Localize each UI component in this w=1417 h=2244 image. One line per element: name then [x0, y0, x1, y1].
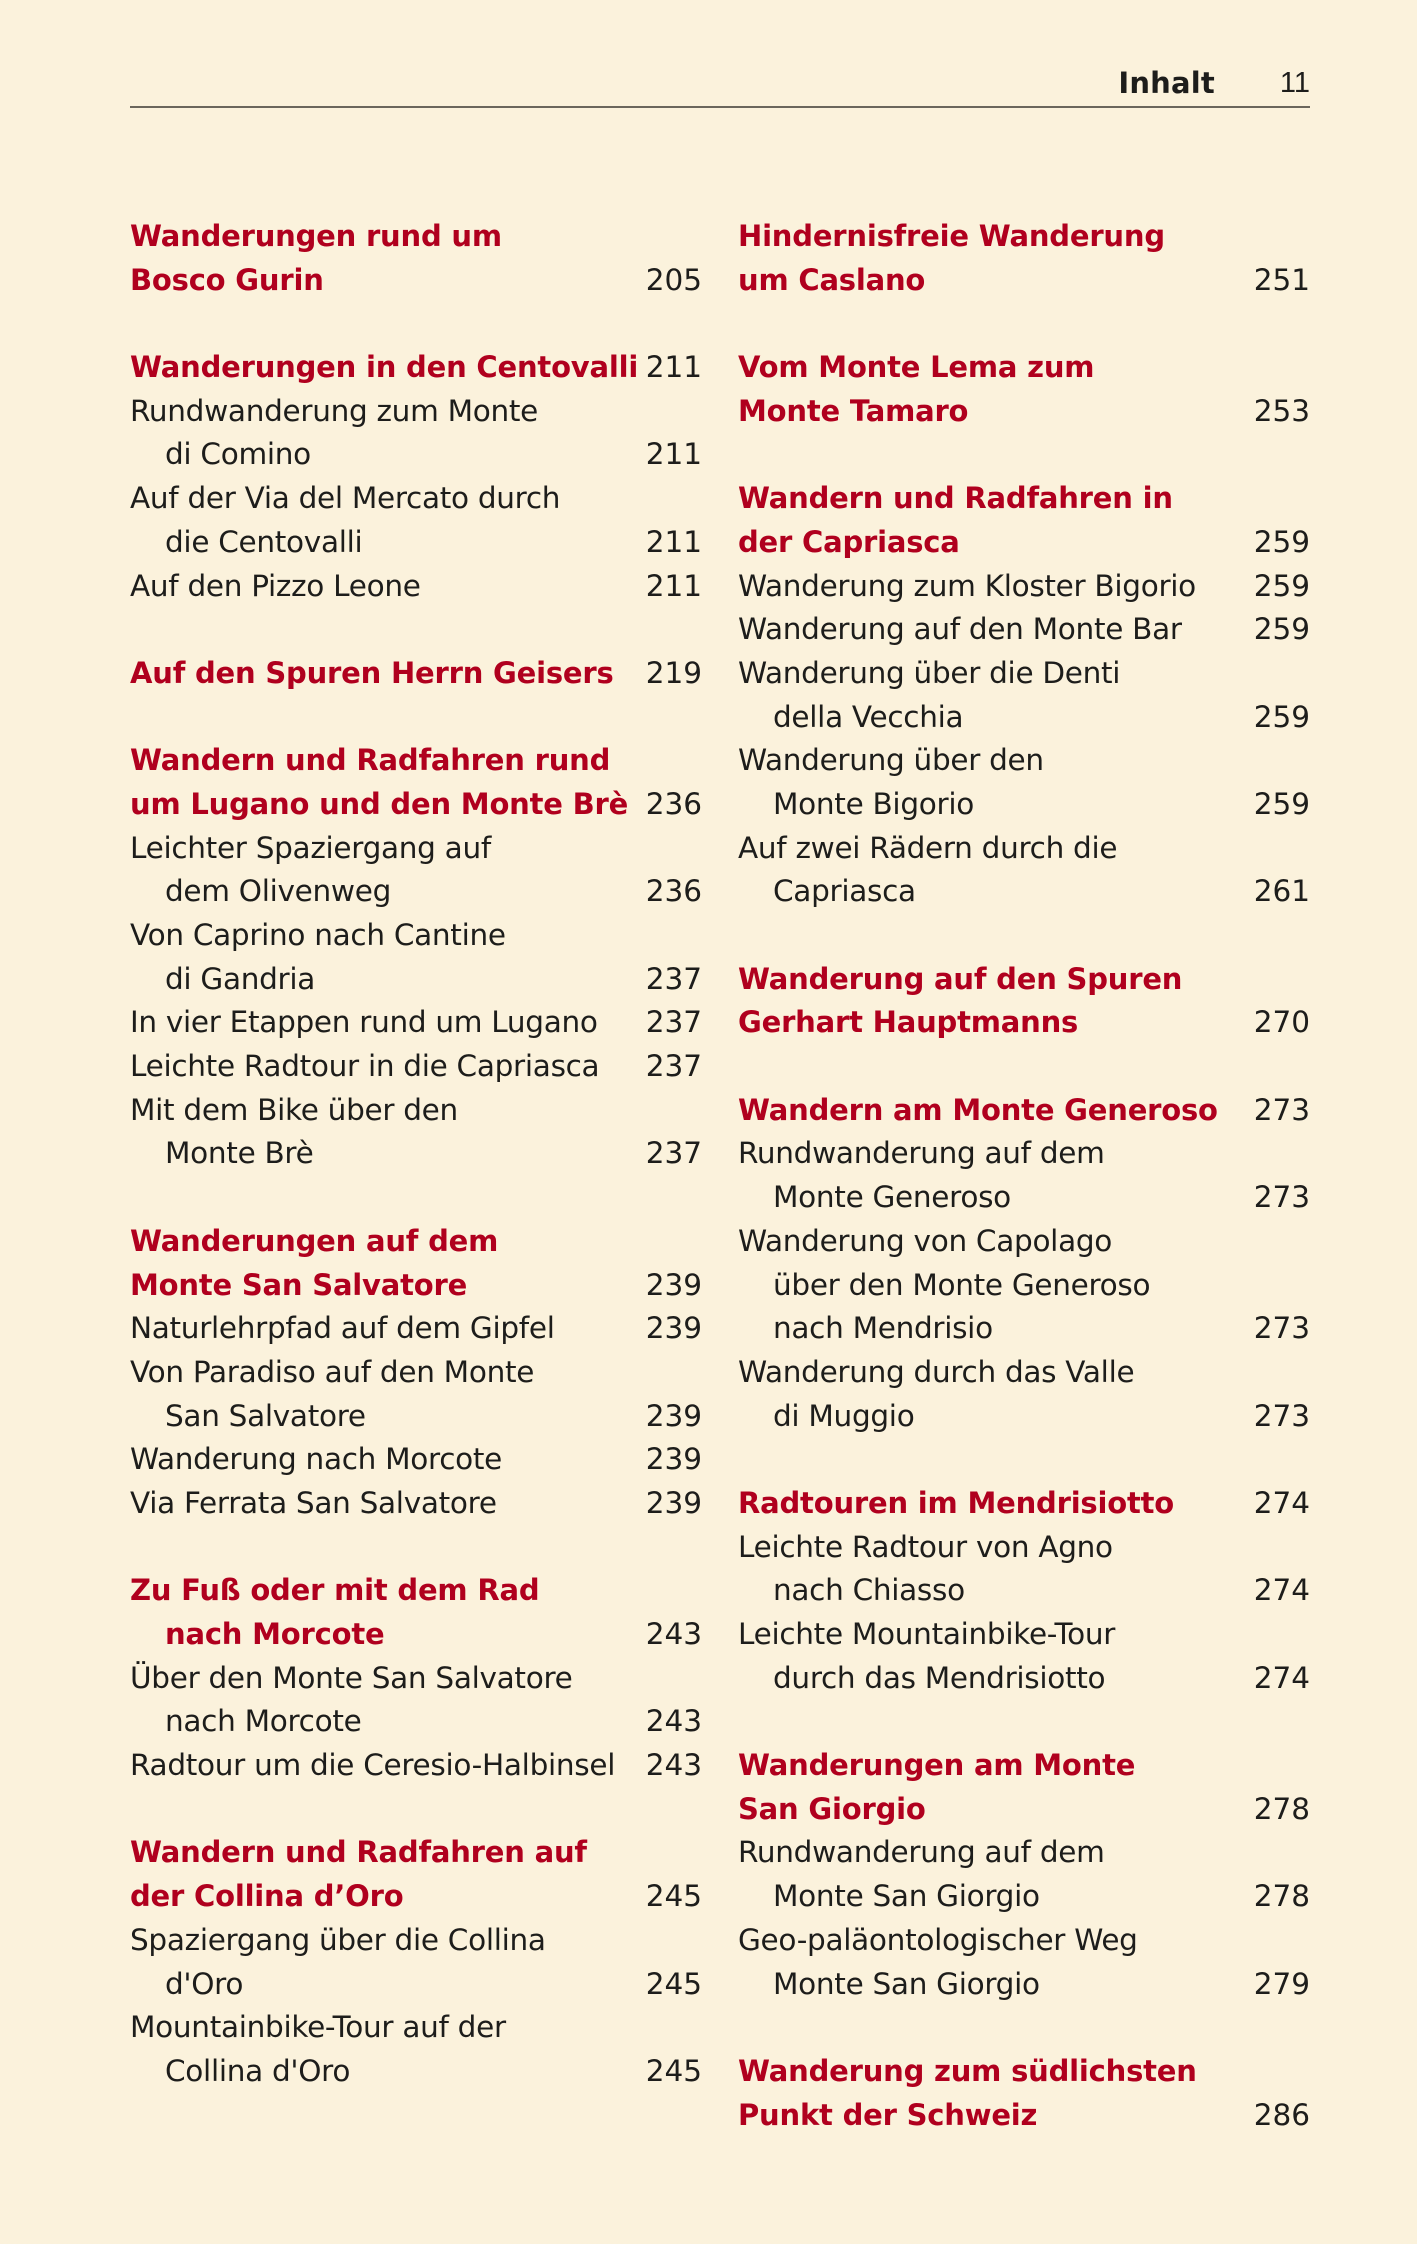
entry-title-text: In vier Etappen rund um Lugano — [130, 1005, 598, 1040]
page-ref: 259 — [1253, 612, 1310, 647]
entry-title-text: Wanderung nach Morcote — [130, 1442, 502, 1477]
entry-title-text: Leichte Radtour von Agno — [738, 1529, 1113, 1564]
page-ref: 237 — [645, 1005, 702, 1040]
page-ref: 273 — [1253, 1398, 1310, 1433]
entry-title-text: dem Olivenweg — [165, 874, 392, 909]
section-title-text: Gerhart Hauptmanns — [738, 1005, 1079, 1040]
section-title-line — [738, 521, 1310, 565]
entry-title-text: Auf zwei Rädern durch die — [738, 830, 1118, 865]
entry-title-line — [738, 1351, 1310, 1395]
toc-entry-radtour-um-die-ceresio-halbinsel[interactable] — [130, 1744, 702, 1788]
entry-title-line — [738, 870, 1310, 914]
section-spacer — [130, 696, 702, 740]
section-title: Inhalt — [1118, 66, 1215, 100]
section-spacer — [738, 2006, 1310, 2050]
page-ref: 237 — [645, 1136, 702, 1171]
toc-entry-leichte-radtour-in-die-capriasca[interactable] — [130, 1045, 702, 1089]
section-spacer — [130, 1526, 702, 1570]
entry-title-text: Auf der Via del Mercato durch — [130, 481, 561, 516]
entry-title-text: Collina d'Oro — [165, 2053, 351, 2088]
entry-title-text: d'Oro — [165, 1966, 244, 2001]
entry-title-text: Wanderung auf den Monte Bar — [738, 612, 1182, 647]
section-spacer — [738, 433, 1310, 477]
toc-entry-leichter-spaziergang-auf-dem-olivenweg[interactable] — [130, 827, 702, 914]
page-ref: 279 — [1253, 1966, 1310, 2001]
running-header — [130, 58, 1310, 108]
entry-title-text: Wanderung über die Denti — [738, 655, 1121, 690]
section-title-line — [738, 346, 1310, 390]
section-title-line — [130, 215, 702, 259]
entry-title-text: Geo-paläontologischer Weg — [738, 1922, 1138, 1957]
entry-title-text: Monte Generoso — [773, 1180, 1011, 1215]
toc-section-wanderung-zum-sudlichsten-punkt-der-schweiz[interactable] — [738, 2050, 1310, 2137]
toc-entry-leichte-mountainbike-tour-durch-das-mendrisiotto[interactable] — [738, 1613, 1310, 1700]
entry-title-text: Wanderung über den — [738, 743, 1044, 778]
entry-title-line — [130, 1438, 702, 1482]
section-spacer — [130, 608, 702, 652]
entry-title-text: nach Mendrisio — [773, 1311, 993, 1346]
toc-section-wanderung-auf-den-spuren-gerhart-hauptmanns[interactable] — [738, 958, 1310, 1045]
section-spacer — [738, 302, 1310, 346]
entry-title-line — [130, 1963, 702, 2007]
entry-title-text: Rundwanderung auf dem — [738, 1136, 1105, 1171]
section-title-line — [130, 259, 702, 303]
section-spacer — [130, 1176, 702, 1220]
page-ref: 237 — [645, 961, 702, 996]
toc-section-wanderungen-rund-um-bosco-gurin[interactable] — [130, 215, 702, 302]
page-ref: 211 — [645, 568, 702, 603]
section-spacer — [130, 302, 702, 346]
entry-title-text: Mit dem Bike über den — [130, 1092, 458, 1127]
entry-title-line — [130, 1395, 702, 1439]
toc-right-column — [738, 215, 1310, 2137]
entry-title-line — [130, 1657, 702, 1701]
section-title-text: der Capriasca — [738, 524, 960, 559]
entry-title-text: Rundwanderung zum Monte — [130, 393, 539, 428]
entry-title-line — [738, 1176, 1310, 1220]
toc-section-wandern-und-radfahren-in-der-capriasca[interactable] — [738, 477, 1310, 564]
page-ref: 259 — [1253, 786, 1310, 821]
entry-title-line — [738, 783, 1310, 827]
entry-title-text: Leichter Spaziergang auf — [130, 830, 491, 865]
entry-title-text: nach Chiasso — [773, 1573, 965, 1608]
section-title-line — [738, 1001, 1310, 1045]
page-ref: 239 — [645, 1267, 702, 1302]
toc-section-auf-den-spuren-herrn-geisers[interactable] — [130, 652, 702, 696]
page-ref: 243 — [645, 1748, 702, 1783]
toc-entry-in-vier-etappen-rund-um-lugano[interactable] — [130, 1001, 702, 1045]
page-ref: 236 — [645, 786, 702, 821]
page-ref: 259 — [1253, 524, 1310, 559]
entry-title-line — [738, 1963, 1310, 2007]
section-title-text: Zu Fuß oder mit dem Rad — [130, 1573, 540, 1608]
toc-entry-wanderung-uber-den-monte-bigorio[interactable] — [738, 739, 1310, 826]
section-title-line — [738, 1788, 1310, 1832]
entry-title-text: San Salvatore — [165, 1398, 366, 1433]
section-spacer — [130, 1788, 702, 1832]
entry-title-line — [130, 1919, 702, 1963]
toc-section-wanderungen-am-monte-san-giorgio[interactable] — [738, 1744, 1310, 1831]
section-title-text: Radtouren im Mendrisiotto — [738, 1485, 1175, 1520]
entry-title-line — [738, 1132, 1310, 1176]
entry-title-line — [738, 1875, 1310, 1919]
page-ref: 205 — [645, 262, 702, 297]
entry-title-text: di Muggio — [773, 1398, 915, 1433]
page-ref: 243 — [645, 1617, 702, 1651]
page-ref: 236 — [645, 874, 702, 909]
section-title-line — [738, 1744, 1310, 1788]
page-ref: 239 — [645, 1442, 702, 1477]
toc-entry-geo-palaontologischer-weg-monte-san-giorgio[interactable] — [738, 1919, 1310, 2006]
section-title-text: um Caslano — [738, 262, 926, 297]
toc-entry-naturlehrpfad-auf-dem-gipfel[interactable] — [130, 1307, 702, 1351]
toc-entry-leichte-radtour-von-agno-nach-chiasso[interactable] — [738, 1526, 1310, 1613]
section-spacer — [738, 1045, 1310, 1089]
section-title-text: Wanderung auf den Spuren — [738, 961, 1183, 996]
entry-title-text: Rundwanderung auf dem — [738, 1835, 1105, 1870]
entry-title-text: Leichte Mountainbike-Tour — [738, 1617, 1116, 1651]
toc-entry-von-paradiso-auf-den-monte-san-salvatore[interactable] — [130, 1351, 702, 1438]
entry-title-line — [130, 1001, 702, 1045]
toc-entry-wanderung-nach-morcote[interactable] — [130, 1438, 702, 1482]
section-title-text: Wandern und Radfahren in — [738, 481, 1173, 516]
section-title-line — [130, 739, 702, 783]
page-ref: 273 — [1253, 1092, 1310, 1127]
page-ref: 261 — [1253, 874, 1310, 909]
entry-title-line — [130, 1307, 702, 1351]
section-title-line — [738, 2094, 1310, 2138]
entry-title-text: Via Ferrata San Salvatore — [130, 1485, 497, 1520]
section-title-text: Wandern und Radfahren rund — [130, 743, 611, 778]
page-ref: 237 — [645, 1049, 702, 1084]
toc-entry-auf-den-pizzo-leone[interactable] — [130, 565, 702, 609]
toc-entry-wanderung-zum-kloster-bigorio[interactable] — [738, 565, 1310, 609]
section-title-line — [738, 390, 1310, 434]
section-title-line — [130, 652, 702, 696]
section-title-text: Vom Monte Lema zum — [738, 350, 1095, 385]
toc-entry-rundwanderung-auf-dem-monte-san-giorgio[interactable] — [738, 1831, 1310, 1918]
entry-title-text: Radtour um die Ceresio-Halbinsel — [130, 1748, 616, 1783]
section-spacer — [738, 914, 1310, 958]
section-title-text: Monte Tamaro — [738, 393, 969, 428]
section-title-line — [130, 783, 702, 827]
entry-title-line — [130, 1700, 702, 1744]
entry-title-text: Monte Brè — [165, 1136, 314, 1171]
section-title-text: Hindernisfreie Wanderung — [738, 219, 1165, 253]
section-title-text: Wandern am Monte Generoso — [738, 1092, 1218, 1127]
toc-section-hindernisfreie-wanderung-um-caslano[interactable] — [738, 215, 1310, 302]
section-title-line — [738, 958, 1310, 1002]
toc-entry-wanderung-durch-das-valle-di-muggio[interactable] — [738, 1351, 1310, 1438]
toc-entry-uber-den-monte-san-salvatore-nach-morcote[interactable] — [130, 1657, 702, 1744]
entry-title-line — [738, 696, 1310, 740]
page-ref: 273 — [1253, 1311, 1310, 1346]
section-title-line — [130, 1264, 702, 1308]
entry-title-text: Leichte Radtour in die Capriasca — [130, 1049, 600, 1084]
entry-title-line — [130, 2050, 702, 2094]
entry-title-text: Auf den Pizzo Leone — [130, 568, 421, 603]
entry-title-line — [130, 1351, 702, 1395]
section-title-text: San Giorgio — [738, 1791, 926, 1826]
section-title-text: Auf den Spuren Herrn Geisers — [130, 655, 614, 690]
section-title-line — [738, 1482, 1310, 1526]
page-ref: 253 — [1253, 393, 1310, 428]
section-title-line — [738, 2050, 1310, 2094]
entry-title-line — [130, 1132, 702, 1176]
entry-title-text: durch das Mendrisiotto — [773, 1660, 1106, 1695]
page-number: 11 — [1279, 67, 1310, 99]
page-ref: 259 — [1253, 568, 1310, 603]
page-ref: 270 — [1253, 1005, 1310, 1040]
entry-title-line — [130, 827, 702, 871]
entry-title-line — [738, 1220, 1310, 1264]
page-ref: 274 — [1253, 1573, 1310, 1608]
section-title-line — [130, 1831, 702, 1875]
entry-title-line — [738, 1526, 1310, 1570]
section-title-text: um Lugano und den Monte Brè — [130, 786, 629, 821]
entry-title-line — [738, 827, 1310, 871]
section-title-text: der Collina d’Oro — [130, 1879, 404, 1914]
toc-entry-wanderung-auf-den-monte-bar[interactable] — [738, 608, 1310, 652]
toc-entry-mountainbike-tour-auf-der-collina-d-oro[interactable] — [130, 2006, 702, 2093]
page-ref: 239 — [645, 1311, 702, 1346]
section-title-line — [738, 477, 1310, 521]
entry-title-text: Von Caprino nach Cantine — [130, 918, 506, 952]
page-ref: 243 — [645, 1704, 702, 1739]
section-title-line — [130, 346, 702, 390]
toc-section-wanderungen-in-den-centovalli[interactable] — [130, 346, 702, 390]
section-title-line — [738, 215, 1310, 259]
toc-entry-wanderung-von-capolago-uber-den-monte-generoso-nach-mendrisio[interactable] — [738, 1220, 1310, 1351]
page-ref: 278 — [1253, 1879, 1310, 1914]
section-title-text: Wanderungen auf dem — [130, 1223, 499, 1258]
entry-title-line — [130, 565, 702, 609]
toc-entry-auf-zwei-radern-durch-die-capriasca[interactable] — [738, 827, 1310, 914]
entry-title-text: Naturlehrpfad auf dem Gipfel — [130, 1311, 555, 1346]
toc-section-radtouren-im-mendrisiotto[interactable] — [738, 1482, 1310, 1526]
entry-title-line — [738, 1613, 1310, 1657]
section-title-text: Wanderung zum südlichsten — [738, 2053, 1197, 2088]
toc-entry-rundwanderung-zum-monte-di-comino[interactable] — [130, 390, 702, 477]
entry-title-text: die Centovalli — [165, 524, 363, 559]
entry-title-text: della Vecchia — [773, 699, 964, 734]
entry-title-text: di Gandria — [165, 961, 316, 996]
entry-title-line — [130, 870, 702, 914]
toc-entry-rundwanderung-auf-dem-monte-generoso[interactable] — [738, 1132, 1310, 1219]
section-spacer — [738, 1438, 1310, 1482]
entry-title-line — [130, 390, 702, 434]
page-ref: 274 — [1253, 1660, 1310, 1695]
entry-title-line — [738, 1919, 1310, 1963]
section-title-text: Bosco Gurin — [130, 262, 324, 297]
page-ref: 219 — [645, 655, 702, 690]
entry-title-text: über den Monte Generoso — [773, 1267, 1151, 1302]
entry-title-line — [738, 1569, 1310, 1613]
entry-title-line — [130, 958, 702, 1002]
section-title-text: Monte San Salvatore — [130, 1267, 468, 1302]
toc-section-wandern-und-radfahren-auf-der-collina-d-oro[interactable] — [130, 1831, 702, 1918]
page-ref: 251 — [1253, 262, 1310, 297]
entry-title-line — [130, 521, 702, 565]
section-title-text: Wanderungen rund um — [130, 219, 502, 253]
section-title-text: Wandern und Radfahren auf — [130, 1835, 587, 1870]
toc-entry-spaziergang-uber-die-collina-d-oro[interactable] — [130, 1919, 702, 2006]
toc-entry-mit-dem-bike-uber-den-monte-bre[interactable] — [130, 1089, 702, 1176]
section-title-text: Wanderungen am Monte — [738, 1748, 1136, 1783]
entry-title-line — [738, 608, 1310, 652]
section-title-text: Wanderungen in den Centovalli — [130, 350, 639, 385]
entry-title-text: Von Paradiso auf den Monte — [130, 1354, 535, 1389]
entry-title-line — [738, 1307, 1310, 1351]
section-title-line — [130, 1875, 702, 1919]
page-ref: 211 — [645, 524, 702, 559]
entry-title-text: Wanderung von Capolago — [738, 1223, 1113, 1258]
page-ref: 259 — [1253, 699, 1310, 734]
entry-title-text: Mountainbike-Tour auf der — [130, 2010, 506, 2045]
entry-title-text: Monte San Giorgio — [773, 1879, 1040, 1914]
entry-title-line — [738, 565, 1310, 609]
entry-title-text: Wanderung durch das Valle — [738, 1354, 1135, 1389]
section-title-line — [738, 259, 1310, 303]
entry-title-line — [738, 1831, 1310, 1875]
page-ref: 273 — [1253, 1180, 1310, 1215]
entry-title-text: Über den Monte San Salvatore — [130, 1660, 573, 1695]
entry-title-line — [130, 433, 702, 477]
toc-entry-auf-der-via-del-mercato-durch-die-centovalli[interactable] — [130, 477, 702, 564]
toc-entry-wanderung-uber-die-denti-della-vecchia[interactable] — [738, 652, 1310, 739]
toc-section-wanderungen-auf-dem-monte-san-salvatore[interactable] — [130, 1220, 702, 1307]
toc-entry-von-caprino-nach-cantine-di-gandria[interactable] — [130, 914, 702, 1001]
toc-left-column — [130, 215, 702, 2094]
section-title-text: nach Morcote — [165, 1617, 385, 1651]
page-ref: 286 — [1253, 2097, 1310, 2132]
section-title-line — [130, 1613, 702, 1657]
entry-title-line — [130, 1744, 702, 1788]
section-title-text: Punkt der Schweiz — [738, 2097, 1038, 2132]
entry-title-line — [130, 1045, 702, 1089]
section-title-line — [130, 1569, 702, 1613]
entry-title-text: nach Morcote — [165, 1704, 362, 1739]
toc-section-wandern-am-monte-generoso[interactable] — [738, 1089, 1310, 1133]
page-ref: 274 — [1253, 1485, 1310, 1520]
section-title-line — [130, 1220, 702, 1264]
entry-title-line — [738, 739, 1310, 783]
page-ref: 211 — [645, 437, 702, 472]
entry-title-text: Monte San Giorgio — [773, 1966, 1040, 2001]
entry-title-line — [130, 914, 702, 958]
entry-title-line — [738, 652, 1310, 696]
page-ref: 239 — [645, 1485, 702, 1520]
page-ref: 245 — [645, 1879, 702, 1914]
toc-section-vom-monte-lema-zum-monte-tamaro[interactable] — [738, 346, 1310, 433]
entry-title-line — [738, 1657, 1310, 1701]
entry-title-text: Spaziergang über die Collina — [130, 1922, 546, 1957]
entry-title-text: Monte Bigorio — [773, 786, 974, 821]
toc-section-zu-fuss-oder-mit-dem-rad-nach-morcote[interactable] — [130, 1569, 702, 1656]
entry-title-line — [130, 1089, 702, 1133]
entry-title-text: Capriasca — [773, 874, 916, 909]
page-ref: 278 — [1253, 1791, 1310, 1826]
entry-title-line — [130, 2006, 702, 2050]
toc-entry-via-ferrata-san-salvatore[interactable] — [130, 1482, 702, 1526]
page-ref: 239 — [645, 1398, 702, 1433]
section-title-line — [738, 1089, 1310, 1133]
page-ref: 245 — [645, 1966, 702, 2001]
entry-title-text: di Comino — [165, 437, 311, 472]
entry-title-text: Wanderung zum Kloster Bigorio — [738, 568, 1196, 603]
entry-title-line — [130, 477, 702, 521]
entry-title-line — [130, 1482, 702, 1526]
section-spacer — [738, 1700, 1310, 1744]
entry-title-line — [738, 1264, 1310, 1308]
page-ref: 245 — [645, 2053, 702, 2088]
page-ref: 211 — [645, 350, 702, 385]
entry-title-line — [738, 1395, 1310, 1439]
toc-section-wandern-und-radfahren-rund-um-lugano-und-den-monte-bre[interactable] — [130, 739, 702, 826]
